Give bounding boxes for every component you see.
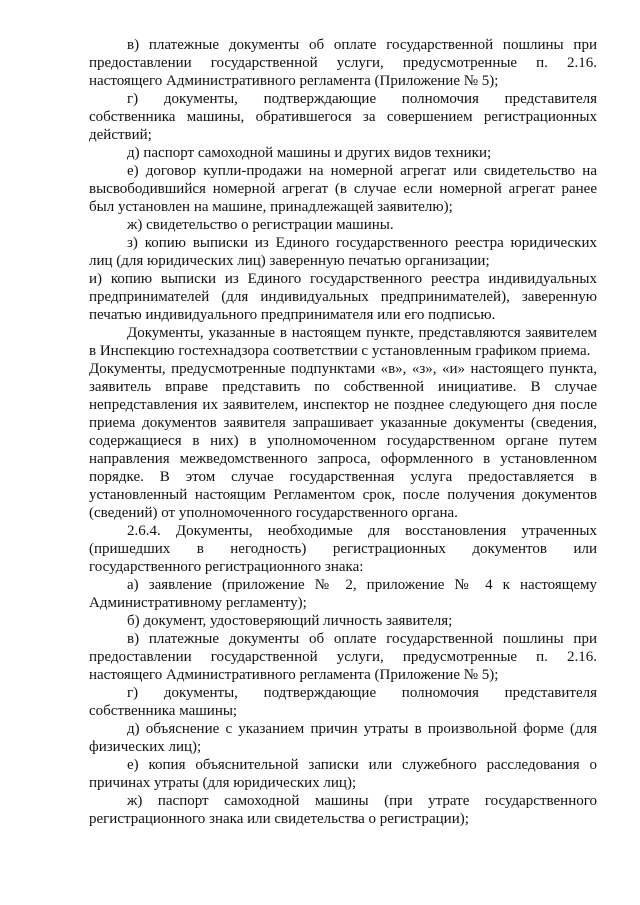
paragraph-submission: Документы, указанные в настоящем пункте, представляются заявителем в Инспекцию гостехнадзора соответствии с установленным графиком приема.: [89, 325, 597, 359]
paragraph-interagency-request: Документы, предусмотренные подпунктами «в», «з», «и» настоящего пункта, заявитель вправе представить по собственной инициативе. В случае непредставления их заявителем, инспектор не позднее следующего дня после приема документов заявителя запрашивает указанные документы (сведения, содержащиеся в них) в уполномоченном государственном органе путем направления межведомственного запроса, оформленного в установленном порядке. В этом случае государственная услуга предоставляется в установленный настоящим Регламентом срок, после получения документов (сведений) от уполномоченного государственного органа.: [89, 361, 597, 521]
list-item-v-2: в) платежные документы об оплате государственной пошлины при предоставлении государственной услуги, предусмотренные п. 2.16. настоящего Административного регламента (Приложение № 5);: [89, 631, 597, 683]
list-item-g: г) документы, подтверждающие полномочия представителя собственника машины, обратившегося за совершением регистрационных действий;: [89, 91, 597, 143]
list-item-i: и) копию выписки из Единого государственного реестра индивидуальных предпринимателей (для индивидуальных предпринимателей), заверенную печатью индивидуального предпринимателя или его подписью.: [89, 271, 597, 323]
section-heading-2-6-4: 2.6.4. Документы, необходимые для восстановления утраченных (пришедших в негодность) регистрационных документов или государственного регистрационного знака:: [89, 523, 597, 575]
list-item-d-2: д) объяснение с указанием причин утраты в произвольной форме (для физических лиц);: [89, 721, 597, 755]
list-item-e: е) договор купли-продажи на номерной агрегат или свидетельство на высвободившийся номерной агрегат (в случае если номерной агрегат ранее был установлен на машине, принадлежащей заявителю);: [89, 163, 597, 215]
list-item-z: з) копию выписки из Единого государственного реестра юридических лиц (для юридических лиц) заверенную печатью организации;: [89, 235, 597, 269]
list-item-v: в) платежные документы об оплате государственной пошлины при предоставлении государственной услуги, предусмотренные п. 2.16. настоящего Административного регламента (Приложение № 5);: [89, 37, 597, 89]
list-item-g-2: г) документы, подтверждающие полномочия представителя собственника машины;: [89, 685, 597, 719]
list-item-zh-2: ж) паспорт самоходной машины (при утрате государственного регистрационного знака или свидетельства о регистрации);: [89, 793, 597, 827]
document-body: [89, 36, 597, 828]
list-item-a: а) заявление (приложение № 2, приложение № 4 к настоящему Административному регламенту);: [89, 577, 597, 611]
list-item-b: б) документ, удостоверяющий личность заявителя;: [127, 613, 453, 629]
list-item-e-2: е) копия объяснительной записки или служебного расследования о причинах утраты (для юридических лиц);: [89, 757, 597, 791]
list-item-d: д) паспорт самоходной машины и других видов техники;: [127, 145, 492, 161]
list-item-zh: ж) свидетельство о регистрации машины.: [127, 217, 394, 233]
